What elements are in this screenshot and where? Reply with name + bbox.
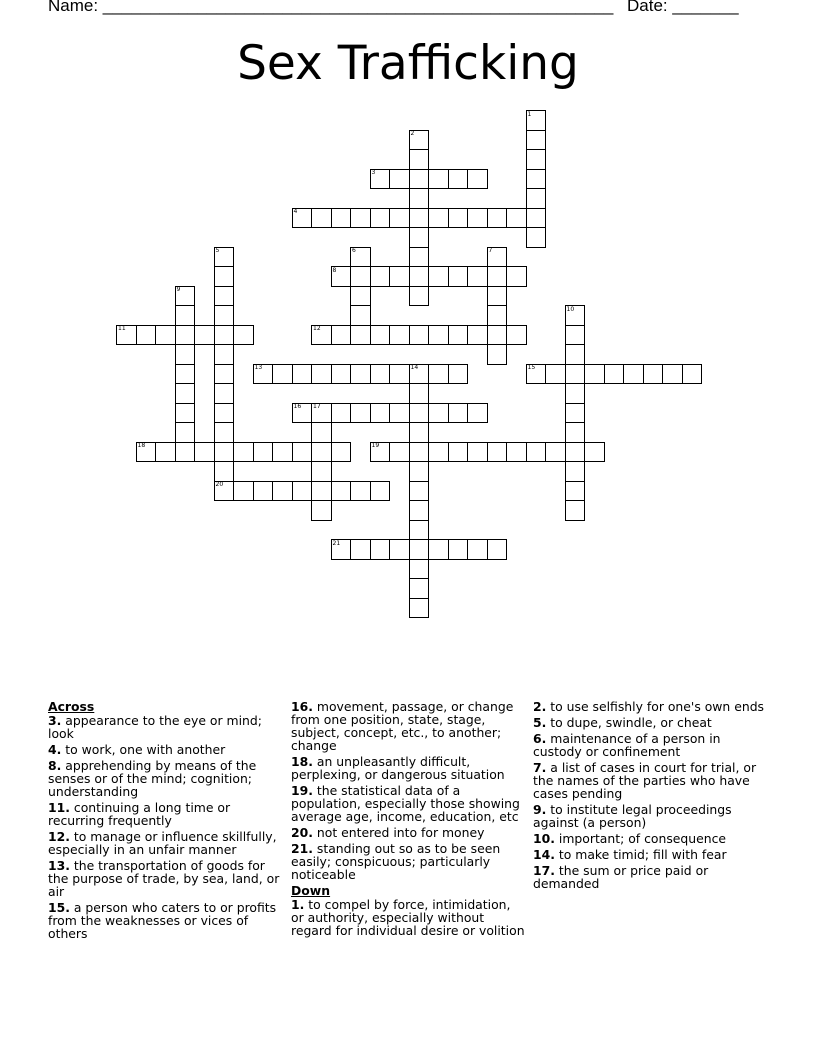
- grid-cell[interactable]: [409, 578, 430, 599]
- grid-cell[interactable]: [448, 325, 469, 346]
- clue-number-label: 9: [176, 286, 181, 293]
- clue-text: important; of consequence: [554, 831, 727, 846]
- grid-cell[interactable]: [331, 325, 352, 346]
- grid-cell[interactable]: [487, 208, 508, 229]
- grid-cell[interactable]: [467, 442, 488, 463]
- across-heading: Across: [48, 699, 95, 714]
- grid-cell[interactable]: [214, 305, 235, 326]
- grid-cell[interactable]: [311, 461, 332, 482]
- grid-cell[interactable]: [389, 442, 410, 463]
- grid-cell[interactable]: [409, 227, 430, 248]
- clue-number: 20.: [291, 825, 313, 840]
- grid-cell[interactable]: [214, 325, 235, 346]
- grid-cell[interactable]: [526, 208, 547, 229]
- grid-cell[interactable]: [272, 364, 293, 385]
- down-clue: [533, 864, 769, 890]
- across-clue: [48, 801, 280, 827]
- grid-cell[interactable]: [428, 169, 449, 190]
- grid-cell[interactable]: [623, 364, 644, 385]
- clue-number: 18.: [291, 754, 313, 769]
- grid-cell[interactable]: [214, 286, 235, 307]
- grid-cell[interactable]: [506, 325, 527, 346]
- grid-cell[interactable]: [487, 344, 508, 365]
- clue-number-label: 16: [293, 403, 302, 410]
- clue-text: movement, passage, or change from one position, state, stage, subject, concept, etc., to another; change: [291, 699, 514, 753]
- clue-number: 8.: [48, 758, 62, 773]
- grid-cell[interactable]: [643, 364, 664, 385]
- grid-cell[interactable]: [389, 403, 410, 424]
- clue-number-label: 4: [293, 208, 298, 215]
- grid-cell[interactable]: [214, 344, 235, 365]
- clue-number-label: 15: [527, 364, 536, 371]
- grid-cell[interactable]: [526, 227, 547, 248]
- grid-cell[interactable]: [409, 539, 430, 560]
- grid-cell[interactable]: [331, 208, 352, 229]
- grid-cell[interactable]: [604, 364, 625, 385]
- grid-cell[interactable]: [526, 169, 547, 190]
- grid-cell[interactable]: [389, 266, 410, 287]
- grid-cell[interactable]: [409, 481, 430, 502]
- grid-cell[interactable]: [233, 325, 254, 346]
- grid-cell[interactable]: [409, 559, 430, 580]
- grid-cell[interactable]: [526, 188, 547, 209]
- clue-number: 17.: [533, 863, 555, 878]
- grid-cell[interactable]: [409, 442, 430, 463]
- clue-text: apprehending by means of the senses or of the mind; cognition; understanding: [48, 758, 257, 799]
- grid-cell[interactable]: [448, 442, 469, 463]
- grid-cell[interactable]: [311, 442, 332, 463]
- grid-cell[interactable]: [370, 539, 391, 560]
- grid-cell[interactable]: [292, 364, 313, 385]
- clue-number: 9.: [533, 802, 547, 817]
- clue-number-label: 11: [118, 325, 126, 332]
- grid-cell[interactable]: [409, 500, 430, 521]
- clue-number: 11.: [48, 800, 70, 815]
- clue-column-2: [291, 700, 527, 940]
- grid-cell[interactable]: [428, 208, 449, 229]
- grid-cell[interactable]: [545, 364, 566, 385]
- grid-cell[interactable]: [370, 208, 391, 229]
- grid-cell[interactable]: [214, 461, 235, 482]
- grid-cell[interactable]: [214, 266, 235, 287]
- grid-cell[interactable]: [350, 208, 371, 229]
- grid-cell[interactable]: [292, 481, 313, 502]
- across-clue: [48, 743, 280, 756]
- grid-cell[interactable]: [448, 403, 469, 424]
- clue-column-3: [533, 700, 769, 893]
- grid-cell[interactable]: [311, 422, 332, 443]
- grid-cell[interactable]: [409, 266, 430, 287]
- grid-cell[interactable]: [272, 442, 293, 463]
- across-clue: [291, 755, 527, 781]
- grid-cell[interactable]: [565, 442, 586, 463]
- grid-cell[interactable]: [506, 208, 527, 229]
- clue-text: an unpleasantly difficult, perplexing, or dangerous situation: [291, 754, 505, 782]
- grid-cell[interactable]: [233, 481, 254, 502]
- grid-cell[interactable]: [214, 364, 235, 385]
- grid-cell[interactable]: [409, 403, 430, 424]
- grid-cell[interactable]: [565, 403, 586, 424]
- grid-cell[interactable]: [565, 344, 586, 365]
- grid-cell[interactable]: [214, 403, 235, 424]
- clue-text: maintenance of a person in custody or confinement: [533, 731, 721, 759]
- grid-cell[interactable]: [389, 364, 410, 385]
- grid-cell[interactable]: [448, 266, 469, 287]
- grid-cell[interactable]: [506, 266, 527, 287]
- clue-text: not entered into for money: [312, 825, 485, 840]
- across-clue: [48, 901, 280, 940]
- grid-cell[interactable]: [467, 169, 488, 190]
- clue-text: to institute legal proceedings against (a person): [533, 802, 732, 830]
- grid-cell[interactable]: [175, 422, 196, 443]
- grid-cell[interactable]: [526, 149, 547, 170]
- clue-number-label: 19: [371, 442, 380, 449]
- grid-cell[interactable]: [565, 364, 586, 385]
- clue-number-label: 5: [215, 247, 220, 254]
- clue-text: to dupe, swindle, or cheat: [546, 715, 712, 730]
- grid-cell[interactable]: [565, 422, 586, 443]
- grid-cell[interactable]: [487, 266, 508, 287]
- grid-cell[interactable]: [467, 403, 488, 424]
- grid-cell[interactable]: [389, 208, 410, 229]
- clue-number: 21.: [291, 841, 313, 856]
- across-clue: [48, 714, 280, 740]
- grid-cell[interactable]: [175, 364, 196, 385]
- across-clue: [291, 826, 527, 839]
- grid-cell[interactable]: [506, 442, 527, 463]
- across-clue: [48, 759, 280, 798]
- grid-cell[interactable]: [487, 442, 508, 463]
- grid-cell[interactable]: [467, 325, 488, 346]
- grid-cell[interactable]: [409, 383, 430, 404]
- grid-cell[interactable]: [409, 325, 430, 346]
- clue-number: 1.: [291, 897, 305, 912]
- clue-number: 15.: [48, 900, 70, 915]
- clue-number: 19.: [291, 783, 313, 798]
- grid-cell[interactable]: [350, 539, 371, 560]
- grid-cell[interactable]: [311, 364, 332, 385]
- grid-cell[interactable]: [409, 461, 430, 482]
- clue-text: the statistical data of a population, especially those showing average age, income, education, etc: [291, 783, 520, 824]
- clue-number: 7.: [533, 760, 547, 775]
- grid-cell[interactable]: [370, 266, 391, 287]
- grid-cell[interactable]: [175, 403, 196, 424]
- grid-cell[interactable]: [448, 169, 469, 190]
- grid-cell[interactable]: [565, 500, 586, 521]
- grid-cell[interactable]: [409, 422, 430, 443]
- grid-cell[interactable]: [311, 500, 332, 521]
- grid-cell[interactable]: [311, 208, 332, 229]
- clue-number-label: 20: [215, 481, 224, 488]
- down-clue: [533, 700, 769, 713]
- grid-cell[interactable]: [662, 364, 683, 385]
- down-clue: [291, 898, 527, 937]
- grid-cell[interactable]: [350, 266, 371, 287]
- clue-number-label: 3: [371, 169, 376, 176]
- grid-cell[interactable]: [350, 305, 371, 326]
- grid-cell[interactable]: [175, 325, 196, 346]
- clue-number-label: 2: [410, 130, 415, 137]
- grid-cell[interactable]: [311, 481, 332, 502]
- grid-cell[interactable]: [350, 364, 371, 385]
- grid-cell[interactable]: [214, 442, 235, 463]
- clue-number: 3.: [48, 713, 62, 728]
- clue-text: to work, one with another: [61, 742, 226, 757]
- grid-cell[interactable]: [428, 364, 449, 385]
- grid-cell[interactable]: [409, 208, 430, 229]
- clue-number: 2.: [533, 699, 547, 714]
- grid-cell[interactable]: [409, 188, 430, 209]
- grid-cell[interactable]: [467, 266, 488, 287]
- clue-column-1: [48, 700, 280, 943]
- clue-number-label: 7: [488, 247, 493, 254]
- grid-cell[interactable]: [175, 442, 196, 463]
- across-clue: [291, 784, 527, 823]
- clue-text: to manage or influence skillfully, especially in an unfair manner: [48, 829, 277, 857]
- grid-cell[interactable]: [584, 442, 605, 463]
- clue-text: appearance to the eye or mind; look: [48, 713, 262, 741]
- grid-cell[interactable]: [194, 442, 215, 463]
- down-clue: [533, 732, 769, 758]
- grid-cell[interactable]: [331, 481, 352, 502]
- grid-cell[interactable]: [350, 325, 371, 346]
- grid-cell[interactable]: [428, 403, 449, 424]
- clue-text: continuing a long time or recurring frequently: [48, 800, 231, 828]
- grid-cell[interactable]: [350, 403, 371, 424]
- grid-cell[interactable]: [370, 364, 391, 385]
- clue-text: a person who caters to or profits from the weaknesses or vices of others: [48, 900, 277, 941]
- across-clue: [291, 842, 527, 881]
- clue-number-label: 21: [332, 539, 341, 547]
- grid-cell[interactable]: [565, 461, 586, 482]
- grid-cell[interactable]: [448, 364, 469, 385]
- grid-cell[interactable]: [272, 481, 293, 502]
- across-clue: [48, 859, 280, 898]
- clue-text: to compel by force, intimidation, or authority, especially without regard for individual desire or volition: [291, 897, 525, 938]
- grid-cell[interactable]: [545, 442, 566, 463]
- clue-text: the transportation of goods for the purpose of trade, by sea, land, or air: [48, 858, 280, 899]
- clue-number-label: 12: [313, 325, 321, 332]
- grid-cell[interactable]: [253, 442, 274, 463]
- clue-number-label: 14: [410, 364, 419, 371]
- clue-number: 14.: [533, 847, 555, 862]
- grid-cell[interactable]: [409, 286, 430, 307]
- grid-cell[interactable]: [467, 539, 488, 560]
- grid-cell[interactable]: [370, 325, 391, 346]
- clue-text: to make timid; fill with fear: [554, 847, 727, 862]
- clue-number: 5.: [533, 715, 547, 730]
- grid-cell[interactable]: [331, 403, 352, 424]
- grid-cell[interactable]: [526, 442, 547, 463]
- clue-number-label: 6: [352, 247, 356, 254]
- grid-cell[interactable]: [155, 442, 176, 463]
- clue-number-label: 17: [313, 403, 321, 410]
- across-clue: [48, 830, 280, 856]
- grid-cell[interactable]: [389, 325, 410, 346]
- grid-cell[interactable]: [565, 383, 586, 404]
- down-heading: Down: [291, 883, 331, 898]
- grid-cell[interactable]: [526, 130, 547, 151]
- clue-number: 4.: [48, 742, 62, 757]
- down-clue: [533, 832, 769, 845]
- down-clue: [533, 761, 769, 800]
- grid-cell[interactable]: [389, 539, 410, 560]
- clue-text: standing out so as to be seen easily; conspicuous; particularly noticeable: [291, 841, 501, 882]
- grid-cell[interactable]: [428, 325, 449, 346]
- date-field-label: Date: _______: [627, 0, 739, 15]
- grid-cell[interactable]: [467, 208, 488, 229]
- clue-text: a list of cases in court for trial, or the names of the parties who have cases pending: [533, 760, 757, 801]
- name-field-label: Name: ______________________________________________________: [48, 0, 614, 15]
- grid-cell[interactable]: [409, 520, 430, 541]
- clue-number: 6.: [533, 731, 547, 746]
- grid-cell[interactable]: [409, 598, 430, 619]
- clue-number: 16.: [291, 699, 313, 714]
- grid-cell[interactable]: [409, 169, 430, 190]
- grid-cell[interactable]: [409, 149, 430, 170]
- grid-cell[interactable]: [487, 539, 508, 560]
- clue-number-label: 8: [332, 266, 337, 274]
- grid-cell[interactable]: [233, 442, 254, 463]
- grid-cell[interactable]: [292, 442, 313, 463]
- clue-number-label: 13: [254, 364, 263, 371]
- grid-cell[interactable]: [389, 169, 410, 190]
- grid-cell[interactable]: [194, 325, 215, 346]
- grid-cell[interactable]: [331, 442, 352, 463]
- grid-cell[interactable]: [175, 383, 196, 404]
- puzzle-title: Sex Trafficking: [237, 36, 579, 91]
- grid-cell[interactable]: [350, 286, 371, 307]
- grid-cell[interactable]: [155, 325, 176, 346]
- across-clue: [291, 700, 527, 752]
- grid-cell[interactable]: [428, 442, 449, 463]
- grid-cell[interactable]: [565, 325, 586, 346]
- clue-text: the sum or price paid or demanded: [533, 863, 709, 891]
- grid-cell[interactable]: [214, 422, 235, 443]
- grid-cell[interactable]: [428, 539, 449, 560]
- clue-text: to use selfishly for one's own ends: [546, 699, 765, 714]
- grid-cell[interactable]: [175, 344, 196, 365]
- grid-cell[interactable]: [175, 305, 196, 326]
- clue-number: 12.: [48, 829, 70, 844]
- clue-number: 10.: [533, 831, 555, 846]
- grid-cell[interactable]: [584, 364, 605, 385]
- grid-cell[interactable]: [370, 403, 391, 424]
- grid-cell[interactable]: [214, 383, 235, 404]
- grid-cell[interactable]: [448, 208, 469, 229]
- grid-cell[interactable]: [136, 325, 157, 346]
- grid-cell[interactable]: [487, 325, 508, 346]
- grid-cell[interactable]: [350, 481, 371, 502]
- down-clue: [533, 848, 769, 861]
- clue-number-label: 18: [137, 442, 146, 449]
- down-clue: [533, 716, 769, 729]
- grid-cell[interactable]: [331, 364, 352, 385]
- clue-number: 13.: [48, 858, 70, 873]
- grid-cell[interactable]: [428, 266, 449, 287]
- clue-number-label: 1: [527, 110, 532, 118]
- grid-cell[interactable]: [409, 247, 430, 268]
- grid-cell[interactable]: [565, 481, 586, 502]
- clue-number-label: 10: [566, 305, 575, 313]
- grid-cell[interactable]: [682, 364, 703, 385]
- grid-cell[interactable]: [448, 539, 469, 560]
- grid-cell[interactable]: [487, 305, 508, 326]
- grid-cell[interactable]: [370, 481, 391, 502]
- down-clue: [533, 803, 769, 829]
- grid-cell[interactable]: [253, 481, 274, 502]
- grid-cell[interactable]: [487, 286, 508, 307]
